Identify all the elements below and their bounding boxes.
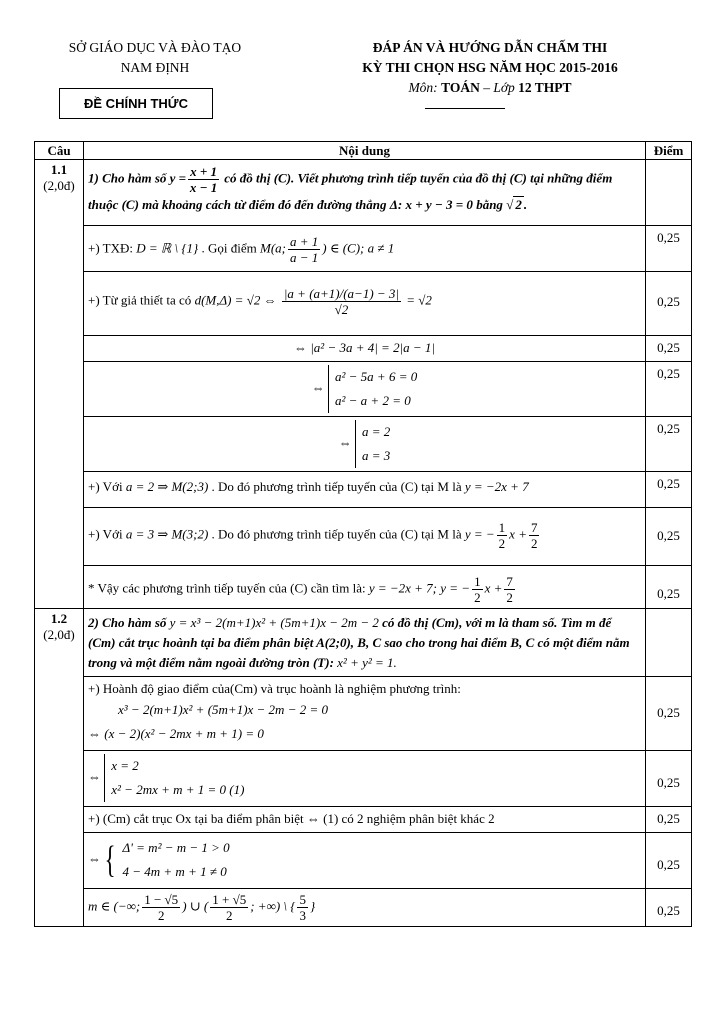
table-row: ⇔ a = 2 a = 3 0,25	[35, 417, 692, 472]
table-row: ⇔ a² − 5a + 6 = 0 a² − a + 2 = 0 0,25	[35, 362, 692, 417]
table-header-row	[35, 142, 692, 160]
score: 0,25	[646, 272, 692, 336]
score: 0,25	[646, 417, 692, 472]
table-row	[35, 160, 692, 226]
department-name: SỞ GIÁO DỤC VÀ ĐÀO TẠO	[68, 40, 242, 55]
score: 0,25	[646, 889, 692, 927]
official-badge: ĐỀ CHÍNH THỨC	[59, 88, 213, 119]
col-points: Điểm	[646, 142, 692, 160]
score: 0,25	[646, 677, 692, 751]
problem-statement: 1) Cho hàm số y = $\frac{x + 1}{x - 1}$ có đồ thị (C). Viết phương trình tiếp tuyến của đồ thị (C) tại những điểm thuộc (C) mà khoảng cách từ điểm đó đến đường thẳng Δ: x + y − 3 = 0 bằng √ 2 .	[84, 160, 646, 226]
subject-name: TOÁN	[441, 80, 480, 95]
table-row: ⇔ x = 2 x² − 2mx + m + 1 = 0 (1) 0,25	[35, 751, 692, 807]
table-row: +) Từ giả thiết ta có d(M,Δ) = √2 ⇔ $\frac{|a + (a+1)/(a-1) - 3|}{√2}$ = √2 0,25	[35, 272, 692, 336]
table-row: ⇔{ Δ' = m² − m − 1 > 0 4 − 4m + m + 1 ≠ 0 0,25	[35, 833, 692, 889]
score: 0,25	[646, 508, 692, 566]
col-question: Câu	[35, 142, 84, 160]
score: 0,25	[646, 833, 692, 889]
table-row: +) TXĐ: D = ℝ \ {1} . Gọi điểm M(a; $\frac{a + 1}{a - 1}$ ) ∈ (C); a ≠ 1 0,25	[35, 226, 692, 272]
score: 0,25	[646, 566, 692, 609]
title-underline	[425, 108, 505, 109]
subject-line: Môn: TOÁN – Lớp 12 THPT	[408, 80, 572, 95]
score: 0,25	[646, 807, 692, 833]
exam-title	[300, 38, 680, 78]
table-row: * Vậy các phương trình tiếp tuyến của (C) cần tìm là: y = −2x + 7; y = − $\frac{1}{2}$ x + $\frac{7}{2}$ 0,25	[35, 566, 692, 609]
exam-title-line2: KỲ THI CHỌN HSG NĂM HỌC 2015-2016	[362, 60, 618, 75]
table-row	[35, 609, 692, 677]
question-id: 1.2 (2,0đ)	[35, 609, 84, 927]
table-row: +) Hoành độ giao điểm của(Cm) và trục hoành là nghiệm phương trình: x³ − 2(m+1)x² + (5m+1)x − 2m − 2 = 0 ⇔ (x − 2)(x² − 2mx + m + 1) = 0 0,25	[35, 677, 692, 751]
answer-table	[34, 141, 692, 927]
col-content: Nội dung	[84, 142, 646, 160]
table-row: m ∈ (−∞; $\frac{1 - √5}{2}$ ) ∪ ( $\frac{1 + √5}{2}$ ; +∞) \ { $\frac{5}{3}$ } 0,25	[35, 889, 692, 927]
score: 0,25	[646, 751, 692, 807]
problem-statement: 2) Cho hàm số y = x³ − 2(m+1)x² + (5m+1)x − 2m − 2 có đồ thị (Cm), với m là tham số. Tìm m để (Cm) cắt trục hoành tại ba điểm phân biệt A(2;0), B, C sao cho trong hai điểm B, C có một điểm nằm trong và một điểm nằm ngoài đường tròn (T): x² + y² = 1.	[84, 609, 646, 677]
table-row: +) (Cm) cắt trục Ox tại ba điểm phân biệt ⇔ (1) có 2 nghiệm phân biệt khác 2 0,25	[35, 807, 692, 833]
score: 0,25	[646, 226, 692, 272]
score: 0,25	[646, 472, 692, 508]
score: 0,25	[646, 336, 692, 362]
department-province: NAM ĐỊNH	[120, 60, 190, 75]
department-header	[40, 38, 270, 78]
table-row: +) Với a = 2 ⇒ M(2;3) . Do đó phương trình tiếp tuyến của (C) tại M là y = −2x + 7 0,25	[35, 472, 692, 508]
table-row: ⇔ |a² − 3a + 4| = 2|a − 1| 0,25	[35, 336, 692, 362]
question-id: 1.1 (2,0đ)	[35, 160, 84, 609]
grade: 12 THPT	[518, 80, 572, 95]
score: 0,25	[646, 362, 692, 417]
exam-title-line1: ĐÁP ÁN VÀ HƯỚNG DẪN CHẤM THI	[372, 40, 608, 55]
table-row: +) Với a = 3 ⇒ M(3;2) . Do đó phương trình tiếp tuyến của (C) tại M là y = − $\frac{1}{2}$ x + $\frac{7}{2}$ 0,25	[35, 508, 692, 566]
